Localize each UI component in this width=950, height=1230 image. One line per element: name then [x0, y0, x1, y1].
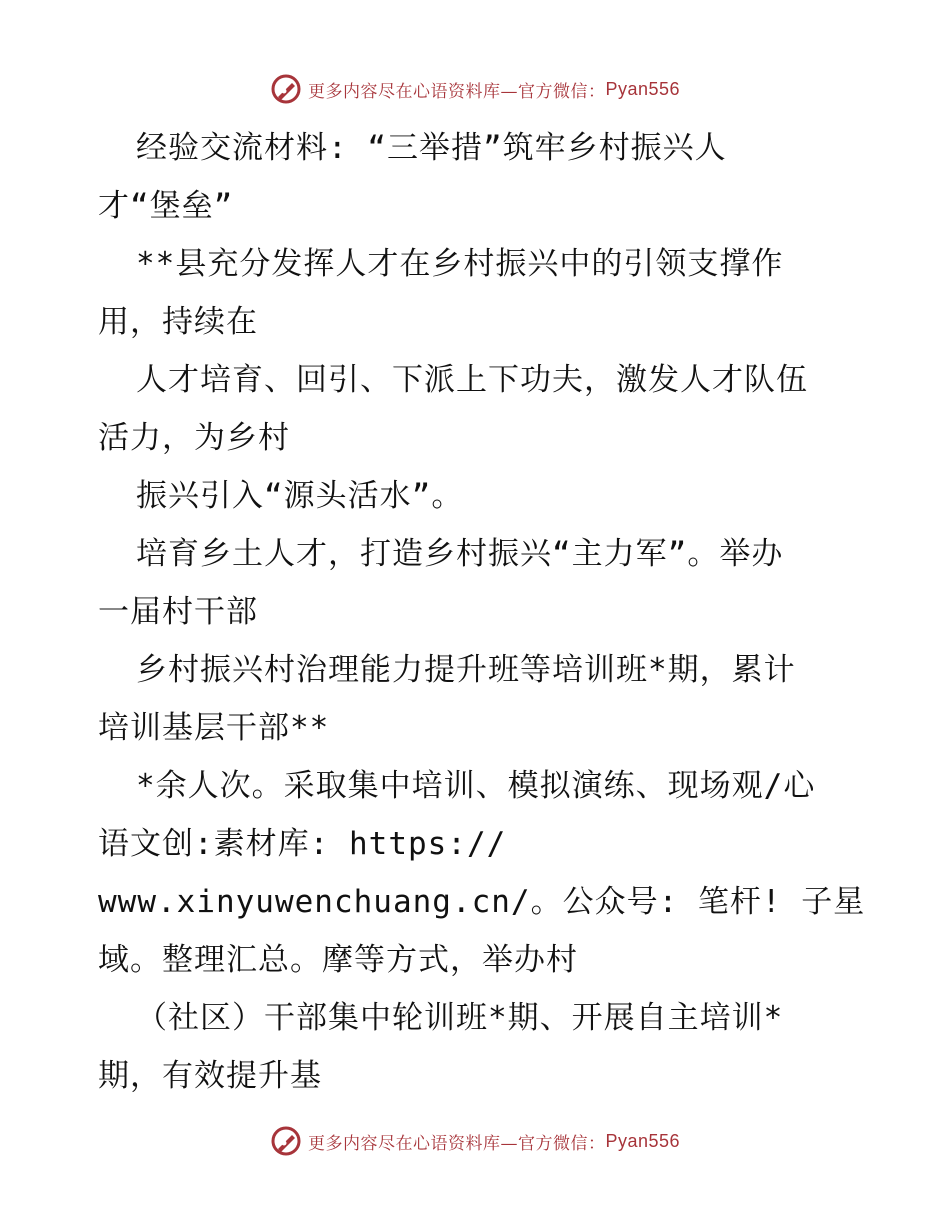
text-line: **县充分发挥人才在乡村振兴中的引领支撑作 — [136, 246, 784, 282]
header-watermark — [0, 72, 950, 106]
footer-watermark — [0, 1124, 950, 1158]
text-line: *余人次。采取集中培训、模拟演练、现场观/心 — [136, 768, 816, 804]
banner-suffix: 官方微信： — [517, 1133, 606, 1154]
banner-text: 更多内容尽在心语资料库— — [307, 1133, 518, 1154]
banner-wechat-id: Pyan556 — [605, 1130, 681, 1151]
banner-wechat-id: Pyan556 — [605, 78, 681, 99]
text-line: 乡村振兴村治理能力提升班等培训班*期，累计 — [136, 652, 796, 688]
text-line: 人才培育、回引、下派上下功夫，激发人才队伍 — [136, 362, 808, 398]
text-line: 培训基层干部** — [98, 710, 330, 746]
pen-seal-logo-icon — [270, 1125, 302, 1157]
text-line: 用，持续在 — [98, 304, 258, 340]
text-line: 一届村干部 — [98, 594, 258, 630]
pen-seal-logo-icon — [270, 73, 302, 105]
text-line: 活力，为乡村 — [98, 420, 290, 456]
text-line: 语文创:素材库: https:// — [98, 826, 507, 862]
text-line: 域。整理汇总。摩等方式，举办村 — [98, 942, 578, 978]
text-line: 经验交流材料: “三举措”筑牢乡村振兴人 — [136, 130, 727, 166]
text-line: 培育乡土人才，打造乡村振兴“主力军”。举办 — [136, 536, 784, 572]
text-line: 振兴引入“源头活水”。 — [136, 478, 464, 514]
text-line: 期，有效提升基 — [98, 1058, 322, 1094]
text-line: （社区）干部集中轮训班*期、开展自主培训* — [136, 1000, 784, 1036]
banner-suffix: 官方微信： — [517, 81, 606, 102]
banner-text: 更多内容尽在心语资料库— — [307, 81, 518, 102]
text-line: www.xinyuwenchuang.cn/。公众号: 笔杆! 子星 — [98, 884, 866, 920]
text-line: 才“堡垒” — [98, 188, 234, 224]
